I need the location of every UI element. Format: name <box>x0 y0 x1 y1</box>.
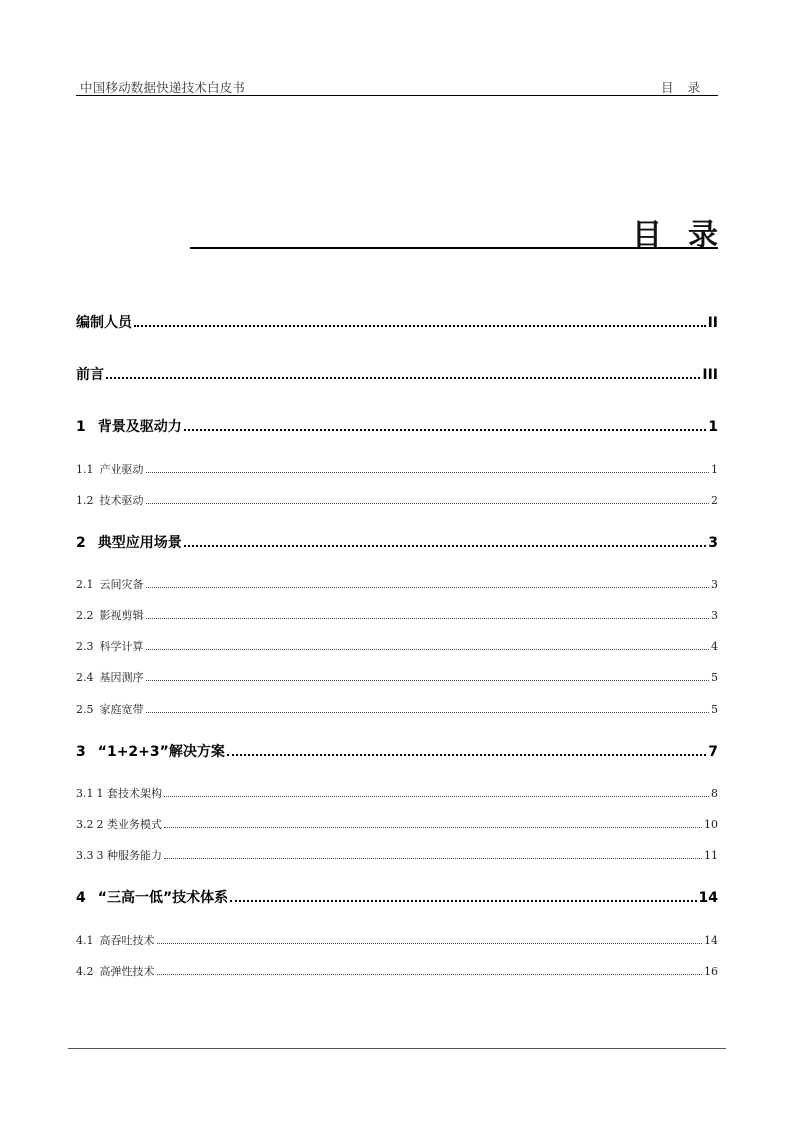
page-header <box>76 78 718 96</box>
toc-dot-leader <box>164 796 709 797</box>
toc-entry-number: 2.3 <box>76 640 94 653</box>
toc-entry-text: 前言 <box>76 367 104 383</box>
toc-entry-number: 3 <box>76 744 86 760</box>
toc-entry-text: 3 种服务能力 <box>96 849 162 862</box>
toc-entry-page: 14 <box>704 934 718 947</box>
toc-entry-4-2[interactable] <box>76 963 718 979</box>
toc-entry-4-1[interactable] <box>76 932 718 948</box>
toc-entry-page: 14 <box>698 890 718 906</box>
toc-entry-text: 背景及驱动力 <box>97 419 182 435</box>
toc-entry-1-1[interactable] <box>76 461 718 477</box>
toc-dot-leader <box>157 943 703 944</box>
toc-dot-leader <box>146 680 710 681</box>
toc-entry-number: 4.1 <box>76 934 94 947</box>
toc-entry-2-3[interactable] <box>76 638 718 654</box>
toc-dot-leader <box>230 900 696 902</box>
toc-dot-leader <box>164 858 702 859</box>
toc-entry-number: 4.2 <box>76 965 94 978</box>
toc-entry-preface[interactable] <box>76 364 718 384</box>
toc-dot-leader <box>146 587 710 588</box>
toc-entry-number: 2.4 <box>76 671 94 684</box>
toc-dot-leader <box>134 325 706 327</box>
toc-entry-number: 4 <box>76 890 86 906</box>
toc-entry-number: 1.1 <box>76 463 94 476</box>
toc-entry-page: 2 <box>711 494 718 507</box>
toc-entry-text: 科学计算 <box>99 640 144 653</box>
toc-entry-1-2[interactable] <box>76 492 718 508</box>
toc-entry-3-2[interactable] <box>76 816 718 832</box>
toc-dot-leader <box>146 649 710 650</box>
toc-entry-number: 1 <box>76 419 86 435</box>
toc-entry-text: “1+2+3”解决方案 <box>97 744 225 760</box>
footer-rule <box>68 1048 726 1049</box>
toc-entry-number: 1.2 <box>76 494 94 507</box>
header-document-title: 中国移动数据快递技术白皮书 <box>80 80 246 95</box>
toc-entry-number: 2.1 <box>76 578 94 591</box>
toc-entry-page: 7 <box>708 744 718 760</box>
toc-entry-text: 基因测序 <box>99 671 144 684</box>
toc-entry-2-5[interactable] <box>76 701 718 717</box>
toc-entry-page: 4 <box>711 640 718 653</box>
toc-entry-page: II <box>707 315 718 331</box>
toc-entry-2-2[interactable] <box>76 607 718 623</box>
toc-entry-page: 1 <box>708 419 718 435</box>
toc-entry-text: 云间灾备 <box>99 578 144 591</box>
toc-entry-page: 16 <box>704 965 718 978</box>
toc-dot-leader <box>157 974 703 975</box>
toc-dot-leader <box>146 712 710 713</box>
toc-entry-page: 10 <box>704 818 718 831</box>
toc-dot-leader <box>146 618 710 619</box>
toc-entry-text: 1 套技术架构 <box>96 787 162 800</box>
toc-entry-page: 3 <box>711 578 718 591</box>
toc-entry-text: 编制人员 <box>76 315 132 331</box>
toc-entry-editors[interactable] <box>76 312 718 332</box>
toc-entry-page: 1 <box>711 463 718 476</box>
toc-entry-page: 11 <box>704 849 718 862</box>
toc-entry-number: 3.1 <box>76 787 94 800</box>
toc-entry-text: 产业驱动 <box>99 463 144 476</box>
toc-dot-leader <box>227 754 706 756</box>
toc-entry-text: 影视剪辑 <box>99 609 144 622</box>
toc-dot-leader <box>146 472 710 473</box>
toc-title: 目录 <box>632 218 744 253</box>
toc-entry-chapter-2[interactable] <box>76 532 718 552</box>
toc-entry-chapter-4[interactable] <box>76 887 718 907</box>
toc-entry-2-1[interactable] <box>76 576 718 592</box>
toc-dot-leader <box>184 429 707 431</box>
toc-entry-page: 3 <box>708 535 718 551</box>
toc-entry-page: 5 <box>711 671 718 684</box>
toc-entry-number: 2 <box>76 535 86 551</box>
toc-entry-3-1[interactable] <box>76 785 718 801</box>
toc-entry-page: 5 <box>711 703 718 716</box>
toc-dot-leader <box>106 377 700 379</box>
toc-entry-page: 3 <box>711 609 718 622</box>
toc-entry-text: 高弹性技术 <box>99 965 155 978</box>
toc-entry-text: 高吞吐技术 <box>99 934 155 947</box>
toc-entry-number: 3.3 <box>76 849 94 862</box>
toc-entry-chapter-3[interactable] <box>76 741 718 761</box>
toc-entry-number: 2.2 <box>76 609 94 622</box>
toc-entry-text: 2 类业务模式 <box>96 818 162 831</box>
toc-dot-leader <box>184 545 707 547</box>
toc-entry-text: 典型应用场景 <box>97 535 182 551</box>
toc-entry-3-3[interactable] <box>76 847 718 863</box>
toc-entry-number: 3.2 <box>76 818 94 831</box>
toc-dot-leader <box>164 827 702 828</box>
toc-entry-text: “三高一低”技术体系 <box>97 890 229 906</box>
toc-entry-text: 技术驱动 <box>99 494 144 507</box>
toc-entry-text: 家庭宽带 <box>99 703 144 716</box>
toc-entry-number: 2.5 <box>76 703 94 716</box>
toc-dot-leader <box>146 503 710 504</box>
toc-entry-page: III <box>702 367 718 383</box>
title-underline <box>190 247 718 249</box>
toc-entry-2-4[interactable] <box>76 669 718 685</box>
toc-entry-chapter-1[interactable] <box>76 416 718 436</box>
header-section-title: 目录 <box>660 80 714 95</box>
toc-entry-page: 8 <box>711 787 718 800</box>
